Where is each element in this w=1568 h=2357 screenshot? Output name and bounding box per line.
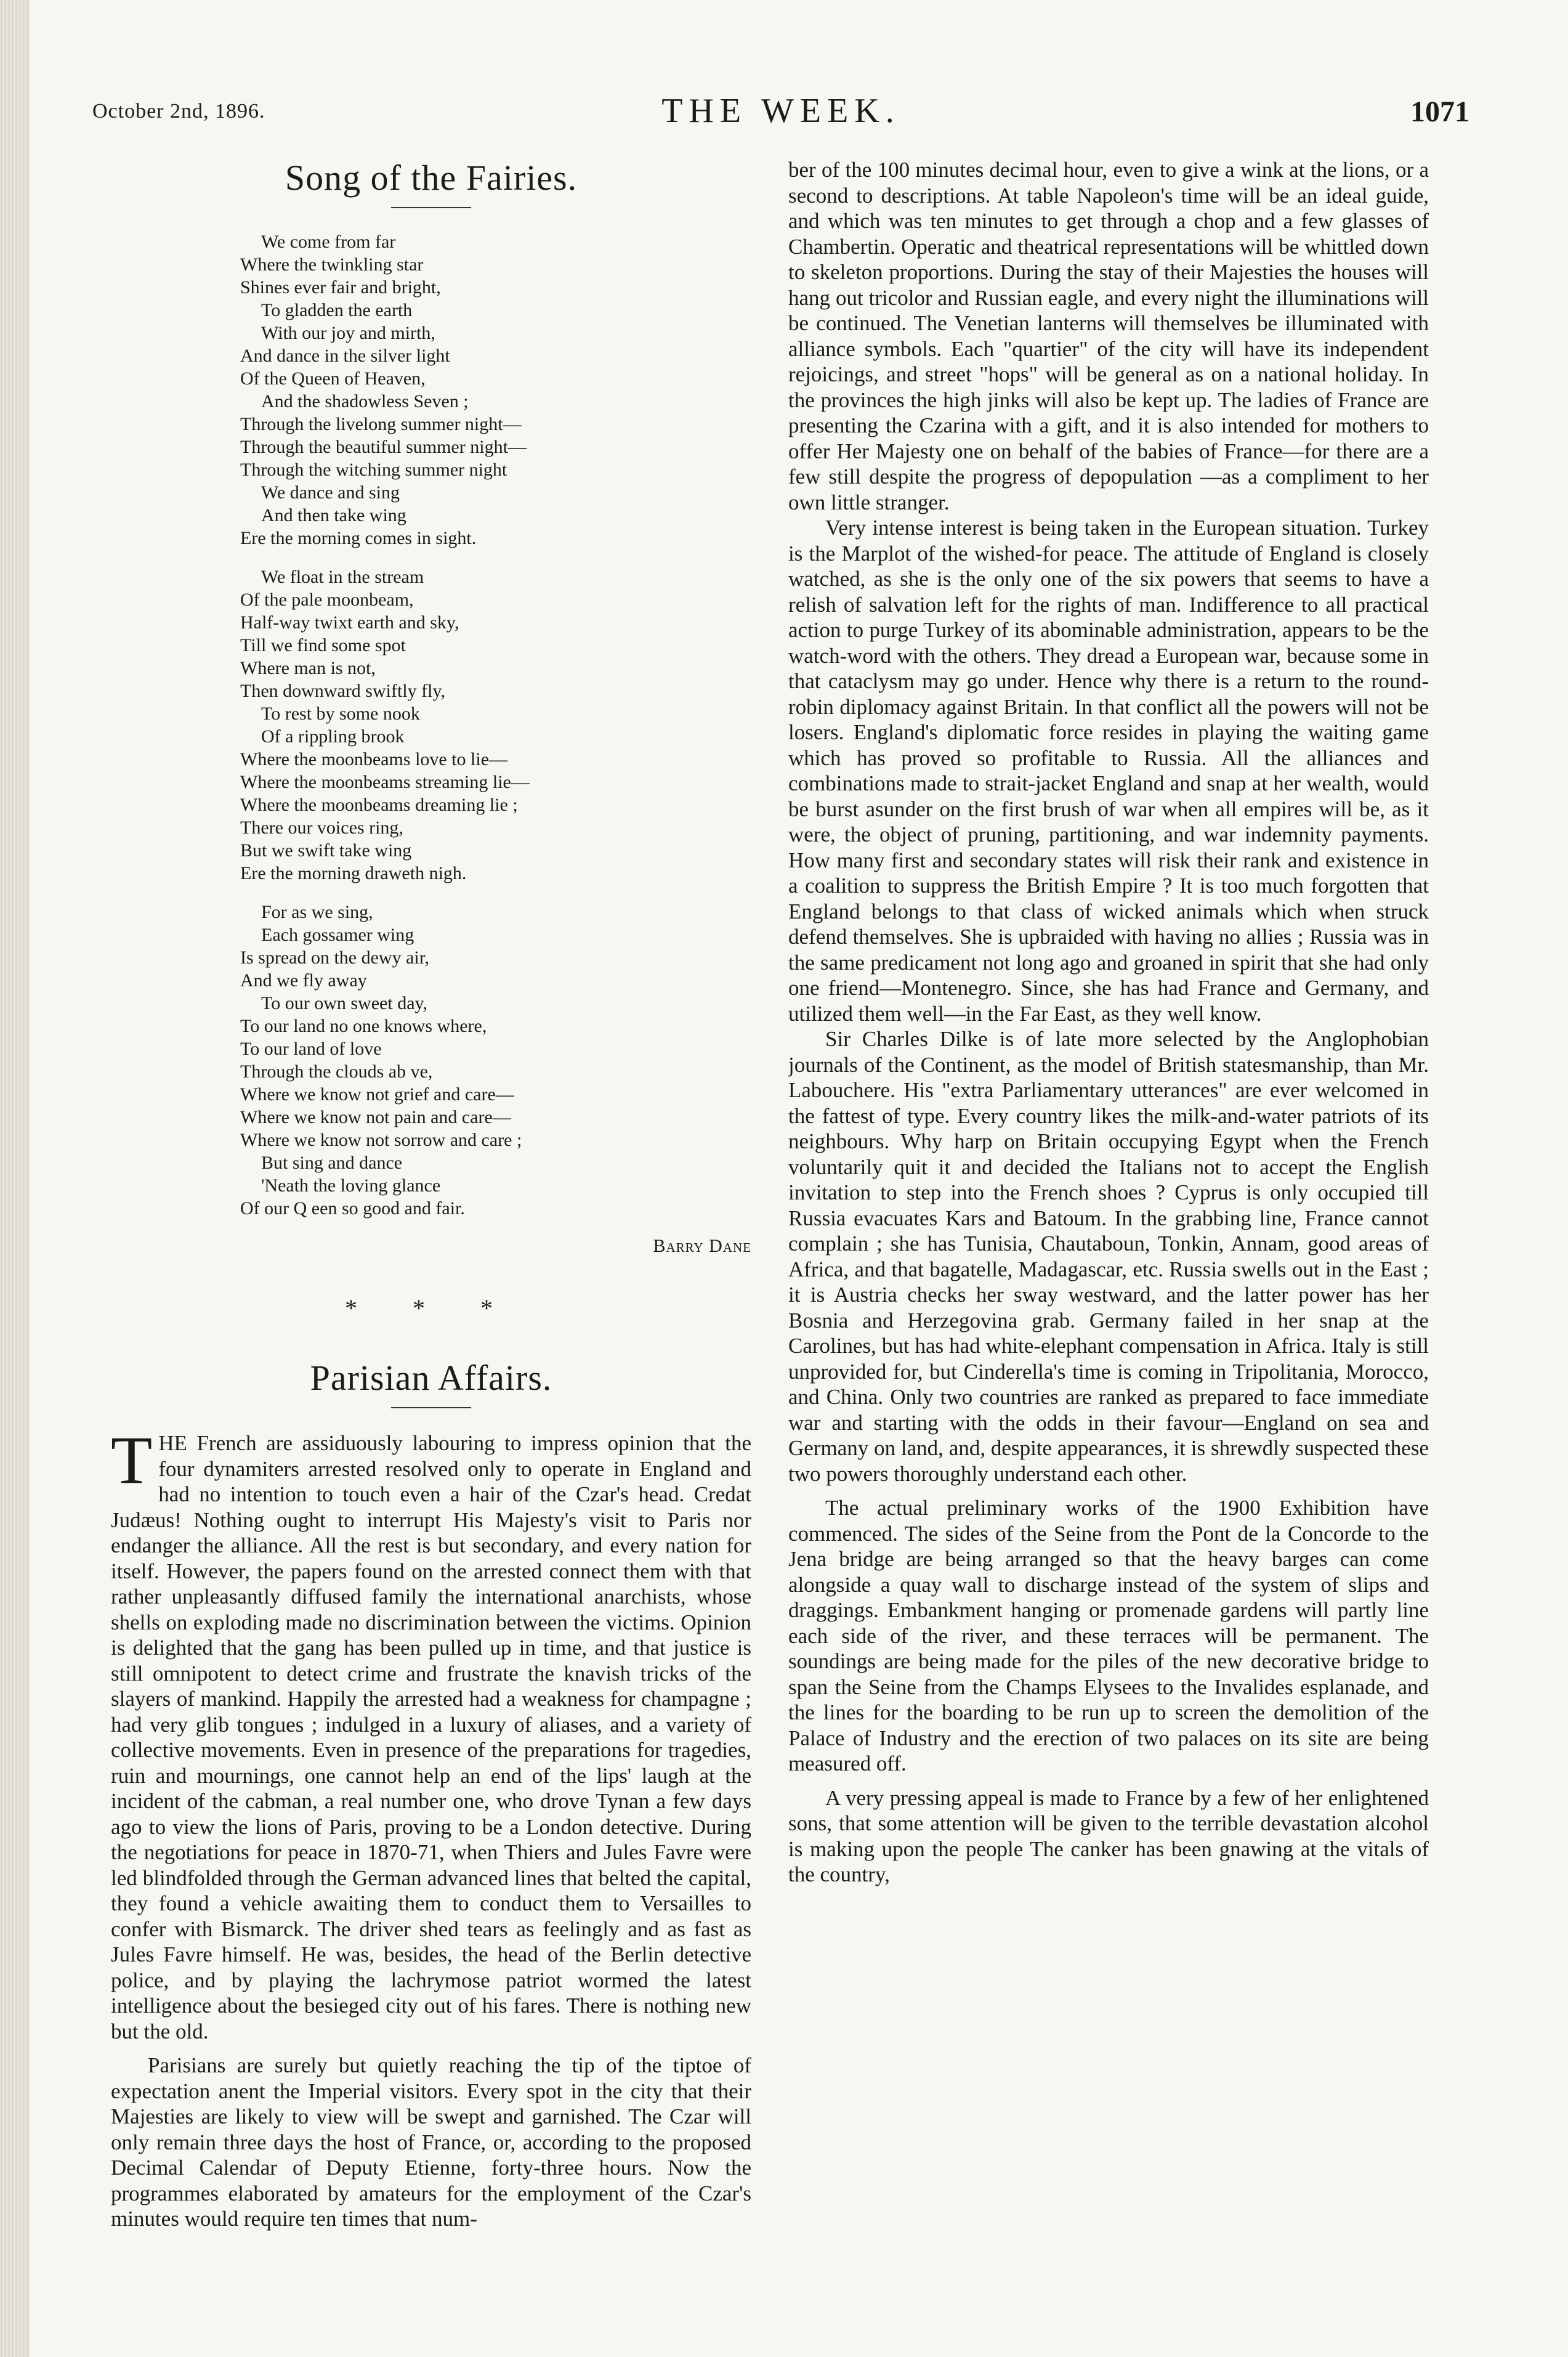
poem-line: Ere the morning comes in sight.: [240, 528, 477, 548]
poem-stanza: [240, 901, 751, 1220]
poem-line: Is spread on the dewy air,: [240, 947, 430, 968]
poem-line: To our land of love: [240, 1039, 382, 1059]
poem-line: To our land no one knows where,: [240, 1016, 487, 1036]
issue-date: October 2nd, 1896.: [92, 100, 265, 123]
title-rule: [391, 207, 471, 208]
article-paragraph: Parisians are surely but quietly reaching the tip of the tiptoe of expectation anent the Imperial visitors. Every spot in the city that their Majesties are likely to view will be swept and garnished. The Czar will only remain three days the host of France, or, according to the proposed Decimal Calendar of Deputy Etienne, forty-three hours. Now the programmes elaborated by amateurs for the employment of the Czar's minutes would require ten times that num-: [111, 2053, 751, 2231]
poem-line: Through the witching summer night: [240, 460, 507, 480]
poem-line: Where man is not,: [240, 658, 376, 678]
poem-line: But sing and dance: [261, 1153, 403, 1173]
article-left-body: [111, 1422, 751, 2232]
article-paragraph: A very pressing appeal is made to France by a few of her enlightened sons, that some attention will be given to the terrible devastation alcohol is making upon the people The canker has been gnawing at the vitals of the country,: [788, 1785, 1429, 1886]
poem-stanza: [240, 230, 751, 550]
poem-line: To our own sweet day,: [261, 993, 428, 1013]
poem-line: Where the twinkling star: [240, 254, 424, 275]
poem-line: Through the beautiful summer night—: [240, 437, 527, 457]
poem-line: We dance and sing: [261, 482, 400, 503]
drop-cap: T: [111, 1422, 153, 1498]
poem-line: There our voices ring,: [240, 817, 403, 838]
article-paragraph: Sir Charles Dilke is of late more selected by the Anglophobian journals of the Continent, as the model of British statesmanship, than Mr. Labouchere. His "extra Parliamentary utterances" are ever welcomed in the fattest of type. Every country likes the milk-and-water patriots of its neighbours. Why harp on Britain occupying Egypt when the French voluntarily quit it and decided the Italians not to accept the English invitation to step into the French shoes ? Cyprus is only occupied till Russia evacuates Kars and Batoum. In the grabbing line, France cannot complain ; she has Tunisia, Chautaboun, Tonkin, Annam, good areas of Africa, and that bagatelle, Madagascar, etc. Russia swells out in the East ; it is Austria checks her sway westward, and the latter power has her Bosnia and Herzegovina grab. Germany failed in her snap at the Carolines, but has had white-elephant compensation in Africa. Italy is still unprovided for, but Cinderella's time is coming in Tripolitania, Morocco, and China. Only two countries are ranked as prepared to face immediate war and starting with the odds in their favour—England on sea and Germany on land, and, despite appearances, it is shrewdly suspected these two powers thoroughly understand each other.: [788, 1027, 1429, 1486]
publication-title: THE WEEK.: [661, 92, 900, 130]
poem-line: Through the clouds ab ve,: [240, 1061, 433, 1082]
poem-author: Barry Dane: [653, 1236, 751, 1256]
poem-line: Shines ever fair and bright,: [240, 277, 441, 298]
poem-line: And then take wing: [261, 505, 406, 525]
article-paragraph: [111, 1422, 751, 2044]
page-gutter-shadow: [0, 0, 30, 2357]
poem-line: Half-way twixt earth and sky,: [240, 612, 459, 633]
poem-stanza: [240, 566, 751, 885]
poem-line: Of a rippling brook: [261, 726, 405, 747]
poem-line: Where we know not grief and care—: [240, 1084, 514, 1105]
poem-line: To rest by some nook: [261, 704, 420, 724]
article-paragraph: The actual preliminary works of the 1900 Exhibition have commenced. The sides of the Seine from the Pont de la Concorde to the Jena bridge are being arranged so that the heavy barges can come alongside a quay wall to discharge instead of the system of slips and draggings. Embankment hanging or promenade gardens will partly line each side of the river, and these terraces will be permanent. The soundings are being made for the piles of the new decorative bridge to span the Seine from the Champs Elysees to the Invalides esplanade, and the lines for the boarding to be run up to screen the demolition of the Palace of Industry and the erection of two palaces on its site are being measured off.: [788, 1496, 1429, 1775]
poem-line: Where the moonbeams love to lie—: [240, 749, 508, 769]
poem-line: Till we find some spot: [240, 635, 406, 655]
poem-line: Through the livelong summer night—: [240, 414, 522, 434]
poem-line: With our joy and mirth,: [261, 323, 435, 343]
poem-line: Ere the morning draweth nigh.: [240, 863, 467, 883]
page-number: 1071: [1410, 95, 1469, 128]
poem-line: We float in the stream: [261, 567, 424, 587]
poem-line: Of our Q een so good and fair.: [240, 1198, 465, 1219]
poem-title: Song of the Fairies.: [285, 158, 578, 198]
article-paragraph: Very intense interest is being taken in the European situation. Turkey is the Marplot of the wished-for peace. The attitude of England is closely watched, as she is the only one of the six powers that seems to have a relish of salvation left for the rights of man. Indifference to all practical action to purge Turkey of its abominable administration, appears to be the watch-word with the others. They dread a European war, because some in that cataclysm may go under. Hence why there is a return to the round-robin diplomacy against Britain. In that conflict all the powers will not be losers. England's diplomatic force resides in playing the waiting game which has proved so profitable to Russia. All the alliances and combinations made to strait-jacket England and snap at her wealth, would be burst asunder on the first brush of war when all empires will be, as it were, the object of pruning, partitioning, and war indemnity payments. How many first and secondary states will risk their rank and existence in a coalition to suppress the British Empire ? It is too much forgotten that England belongs to that class of wicked animals which when struck defend themselves. She is upbraided with having no allies ; Russia was in the same predicament not long ago and groaned in spirit that she had only one friend—Montenegro. Since, she has had France and Germany, and utilized them well—in the Far East, as they well know.: [788, 516, 1429, 1026]
page-header: [92, 92, 1469, 129]
poem-line: Each gossamer wing: [261, 925, 414, 945]
article-title: Parisian Affairs.: [310, 1358, 552, 1398]
poem-line: Where we know not sorrow and care ;: [240, 1130, 522, 1150]
poem-line: Of the pale moonbeam,: [240, 590, 414, 610]
poem-line: Of the Queen of Heaven,: [240, 368, 426, 389]
poem-line: And the shadowless Seven ;: [261, 391, 469, 412]
poem-line: Then downward swiftly fly,: [240, 681, 445, 701]
poem-line: And we fly away: [240, 970, 367, 991]
poem-line: 'Neath the loving glance: [261, 1175, 441, 1196]
poem-line: Where the moonbeams dreaming lie ;: [240, 795, 518, 815]
poem-line: Where we know not pain and care—: [240, 1107, 511, 1127]
paragraph-text: HE French are assiduously labouring to impress opinion that the four dynamiters arrested resolved only to operate in England and had no intention to touch even a hair of the Czar's head. Credat Judæus! Nothing ought to interrupt His Majesty's visit to Paris nor endanger the alliance. All the rest is but secondary, and every nation for itself. However, the papers found on the arrested connect them with that rather unpleasantly diffused family the international anarchists, whose shells on exploding made no discrimination between the victims. Opinion is delighted that the gang has been pulled up in time, and that justice is still omnipotent to detect crime and frustrate the knavish tricks of the slayers of mankind. Happily the arrested had a weakness for champagne ; had very glib tongues ; indulged in a luxury of aliases, and a variety of collective movements. Even in presence of the preparations for tragedies, ruin and mournings, one cannot help an end of the lips' laugh at the incident of the cabman, a real number one, who drove Tynan a few days ago to view the lions of Paris, proving to be a London detective. During the negotiations for peace in 1870-71, when Thiers and Jules Favre were led blindfolded through the German advanced lines that belted the capital, they found a vehicle awaiting them to conduct them to Versailles to confer with Bismarck. The driver shed tears as feelingly and as fast as Jules Favre himself. He was, besides, the head of the Berlin detective police, and by playing the lachrymose patriot wormed the latest intelligence about the besieged city out of his fares. There is nothing new but the old.: [111, 1431, 751, 2043]
title-rule: [391, 1407, 471, 1408]
poem-line: To gladden the earth: [261, 300, 413, 320]
poem-line: And dance in the silver light: [240, 346, 450, 366]
section-separator: * * *: [345, 1294, 517, 1322]
right-column: [788, 157, 1429, 2282]
poem-line: We come from far: [261, 232, 396, 252]
poem-line: Where the moonbeams streaming lie—: [240, 772, 530, 792]
poem-body: [111, 230, 751, 1220]
poem-line: For as we sing,: [261, 902, 373, 922]
left-column: [111, 157, 751, 2282]
poem-line: But we swift take wing: [240, 840, 412, 861]
article-paragraph: ber of the 100 minutes decimal hour, even to give a wink at the lions, or a second to descriptions. At table Napoleon's time will be an ideal guide, and which was ten minutes to get through a chop and a few glasses of Chambertin. Operatic and theatrical representations will be whittled down to skeleton proportions. During the stay of their Majesties the houses will hang out tricolor and Russian eagle, and every night the illuminations will be continued. The Venetian lanterns will themselves be illuminated with alliance symbols. Each "quartier" of the city will have its independent rejoicings, and street "hops" will be general as on a national holiday. In the provinces the high jinks will also be kept up. The ladies of France are presenting the Czarina with a gift, and it is also intended for mothers to offer Her Majesty one on behalf of the babies of France—for there are a few still despite the progress of depopulation —as a compliment to her own little stranger.: [788, 158, 1429, 514]
